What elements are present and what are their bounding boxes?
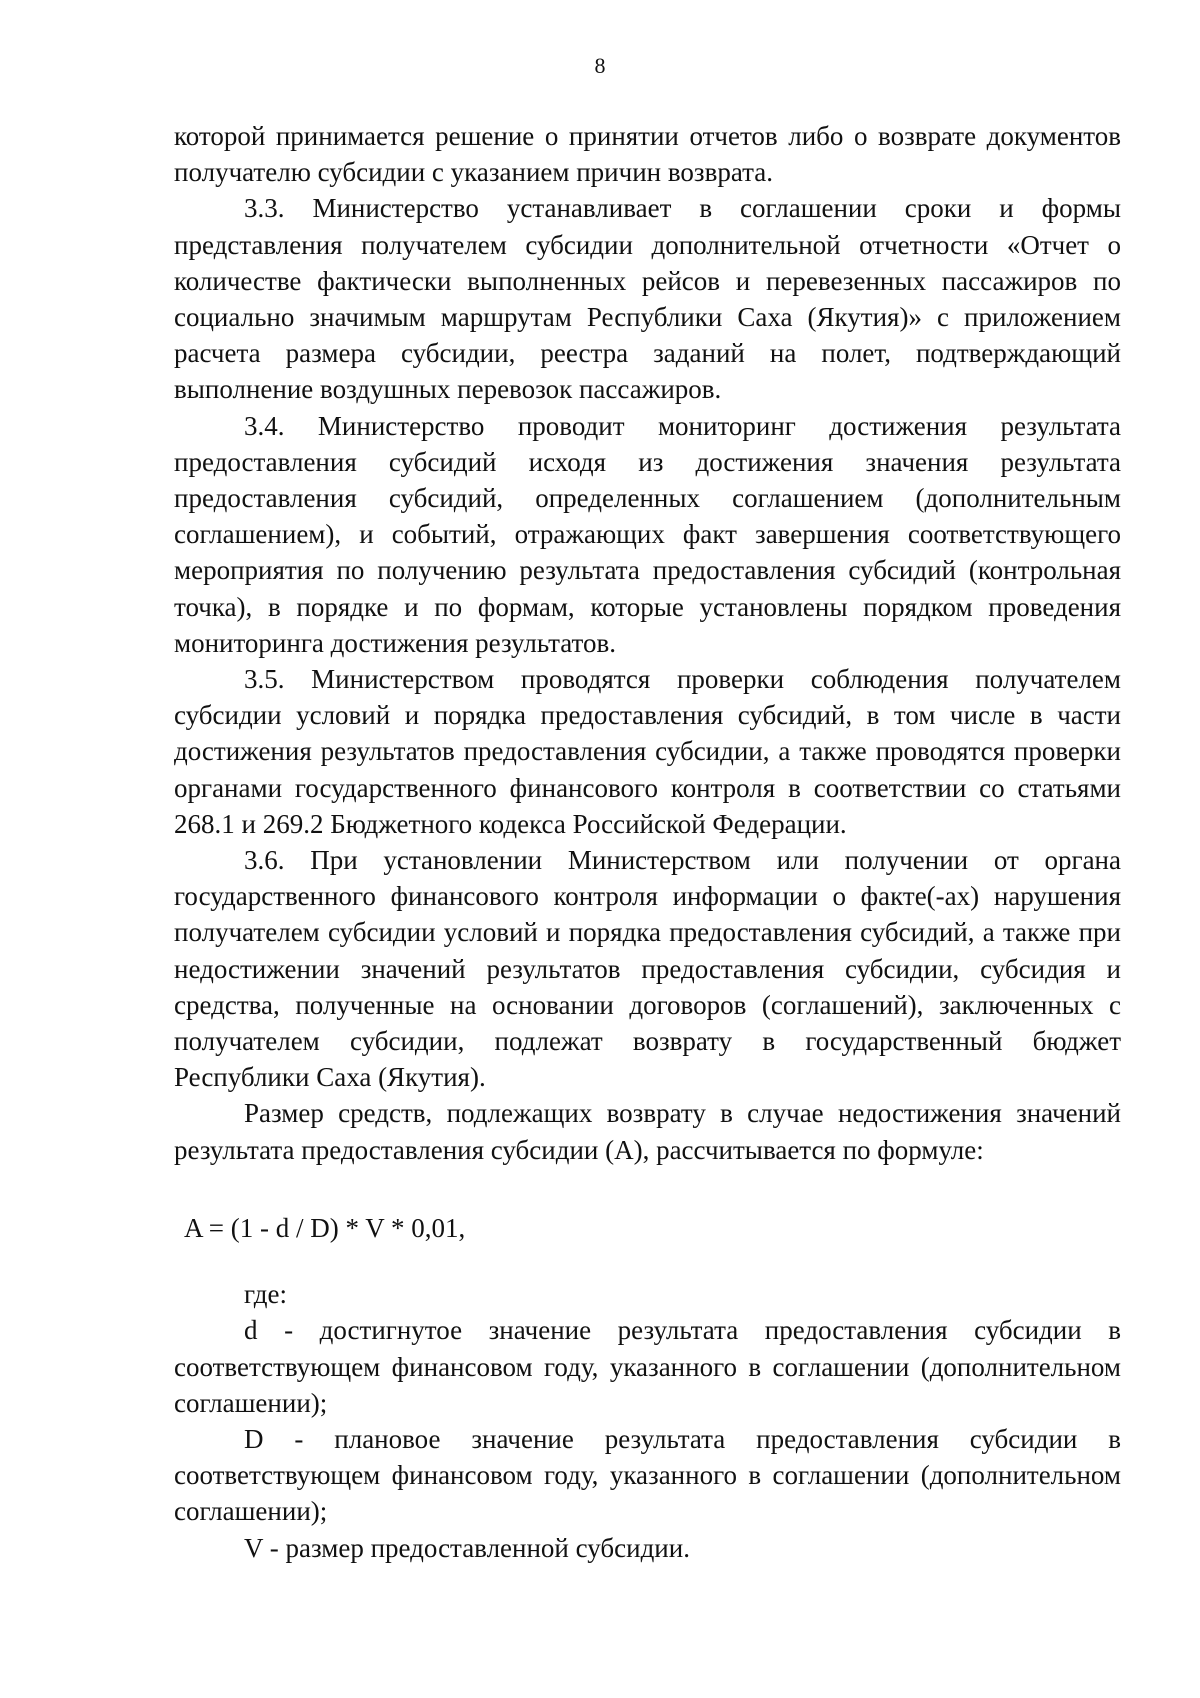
definition-d: d - достигнутое значение результата предоставления субсидии в соответствующем финансовом году, указанного в соглашении (дополнительном соглашении); [174, 1315, 1121, 1418]
paragraph-continuation: которой принимается решение о принятии отчетов либо о возврате документов получателю субсидии с указанием причин возврата. [174, 121, 1121, 188]
paragraph-3-4: 3.4. Министерство проводит мониторинг достижения результата предоставления субсидий исходя из достижения значения результата предоставления субсидий, определенных соглашением (дополнительным соглашением), и событий, отражающих факт завершения соответствующего мероприятия по получению результата предоставления субсидий (контрольная точка), в порядке и по формам, которые установлены порядком проведения мониторинга достижения результатов. [174, 410, 1121, 658]
definition-D: D - плановое значение результата предоставления субсидии в соответствующем финансовом году, указанного в соглашении (дополнительном соглашении); [174, 1423, 1121, 1527]
where-label: где: [244, 1279, 287, 1310]
page-number: 8 [594, 53, 606, 78]
document-body [174, 118, 1121, 1566]
paragraph-refund-size: Размер средств, подлежащих возврату в случае недостижения значений результата предоставления субсидии (А), рассчитывается по формуле: [174, 1098, 1121, 1165]
definition-V: V - размер предоставленной субсидии. [244, 1532, 690, 1563]
paragraph-3-3: 3.3. Министерство устанавливает в соглашении сроки и формы представления получателем субсидии дополнительной отчетности «Отчет о количестве фактически выполненных рейсов и перевезенных пассажиров по социально значимым маршрутам Республики Саха (Якутия)» с приложением расчета размера субсидии, реестра заданий на полет, подтверждающий выполнение воздушных перевозок пассажиров. [174, 193, 1121, 405]
paragraph-3-5: 3.5. Министерством проводятся проверки соблюдения получателем субсидии условий и порядка предоставления субсидий, в том числе в части достижения результатов предоставления субсидии, а также проводятся проверки органами государственного финансового контроля в соответствии со статьями 268.1 и 269.2 Бюджетного кодекса Российской Федерации. [174, 664, 1121, 839]
formula: A = (1 - d / D) * V * 0,01, [184, 1212, 466, 1243]
paragraph-3-6: 3.6. При установлении Министерством или получении от органа государственного финансового контроля информации о факте(-ах) нарушения получателем субсидии условий и порядка предоставления субсидий, а также при недостижении значений результатов предоставления субсидии, субсидия и средства, полученные на основании договоров (соглашений), заключенных с получателем субсидии, подлежат возврату в государственный бюджет Республики Саха (Якутия). [174, 845, 1121, 1093]
